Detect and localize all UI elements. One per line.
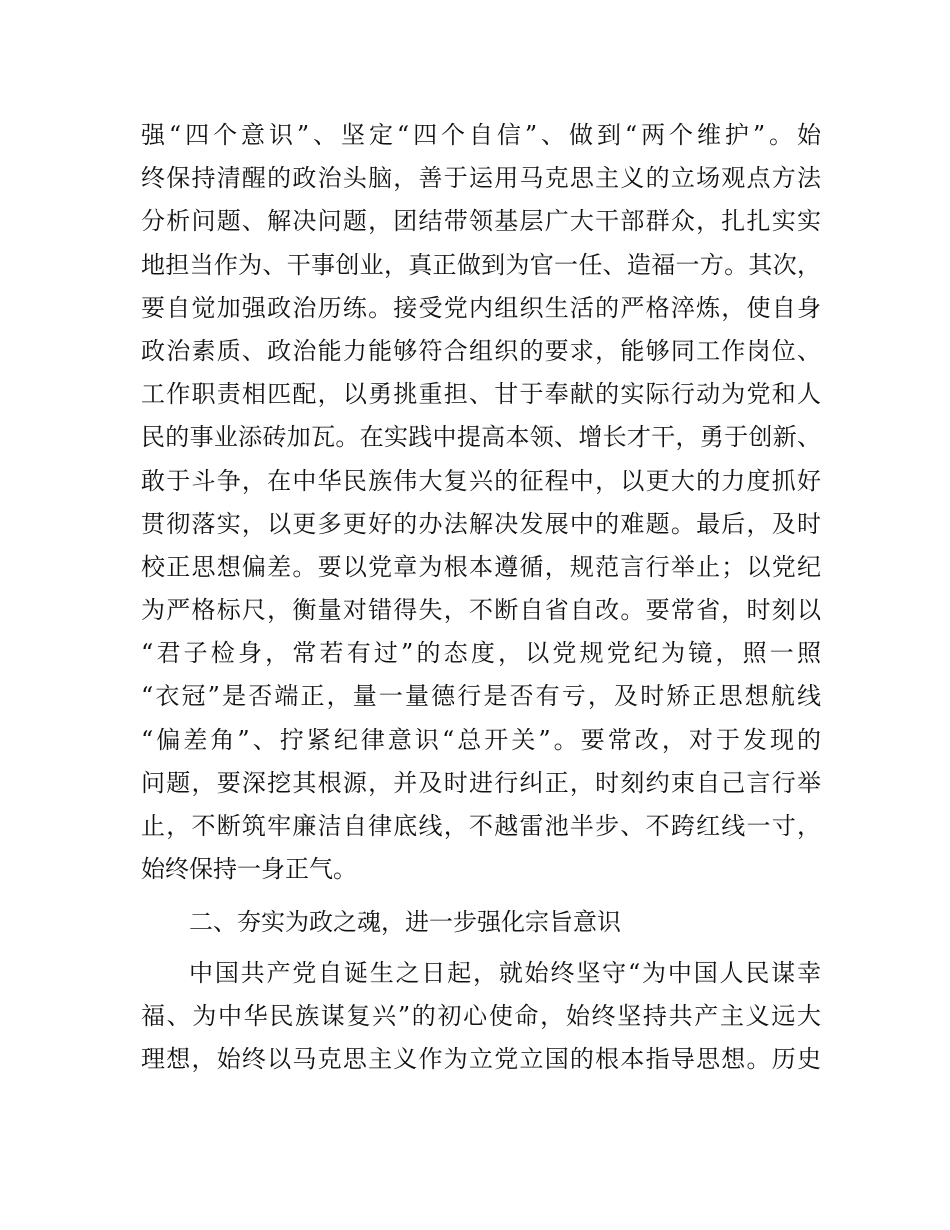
text-line: 为严格标尺，衡量对错得失，不断自省自改。要常省，时刻以 [141,596,821,625]
paragraph [141,952,821,1082]
text-line: 政治素质、政治能力能够符合组织的要求，能够同工作岗位、 [141,336,821,365]
text-line: 分析问题、解决问题，团结带领基层广大干部群众，扎扎实实 [141,207,821,236]
text-line: 民的事业添砖加瓦。在实践中提高本领、增长才干，勇于创新、 [141,423,821,452]
text-line: 中国共产党自诞生之日起，就始终坚守“为中国人民谋幸 [189,958,821,987]
paragraph [141,114,821,891]
text-line: 福、为中华民族谋复兴”的初心使命，始终坚持共产主义远大 [141,1001,821,1030]
section-heading: 二、夯实为政之魂，进一步强化宗旨意识 [189,908,621,937]
text-line: “衣冠”是否端正，量一量德行是否有亏，及时矫正思想航线 [141,682,821,711]
text-line: 地担当作为、干事创业，真正做到为官一任、造福一方。其次， [141,250,821,279]
text-line: 敢于斗争，在中华民族伟大复兴的征程中，以更大的力度抓好 [141,466,821,495]
text-line: 工作职责相匹配，以勇挑重担、甘于奉献的实际行动为党和人 [141,380,821,409]
text-line: “偏差角”、拧紧纪律意识“总开关”。要常改，对于发现的 [141,725,821,754]
text-line: 止，不断筑牢廉洁自律底线，不越雷池半步、不跨红线一寸， [141,812,821,840]
document-body [141,114,821,1081]
text-line: 校正思想偏差。要以党章为根本遵循，规范言行举止；以党纪 [141,552,821,581]
text-line: 要自觉加强政治历练。接受党内组织生活的严格淬炼，使自身 [141,293,821,322]
text-line: 终保持清醒的政治头脑，善于运用马克思主义的立场观点方法 [141,164,821,193]
text-line: 理想，始终以马克思主义作为立党立国的根本指导思想。历史 [141,1044,821,1073]
text-line: 强“四个意识”、坚定“四个自信”、做到“两个维护”。始 [141,121,821,149]
text-line: 始终保持一身正气。 [141,855,357,884]
text-line: “君子检身，常若有过”的态度，以党规党纪为镜，照一照 [141,639,821,668]
text-line: 问题，要深挖其根源，并及时进行纠正，时刻约束自己言行举 [141,768,821,797]
text-line: 贯彻落实，以更多更好的办法解决发展中的难题。最后，及时 [141,509,821,538]
